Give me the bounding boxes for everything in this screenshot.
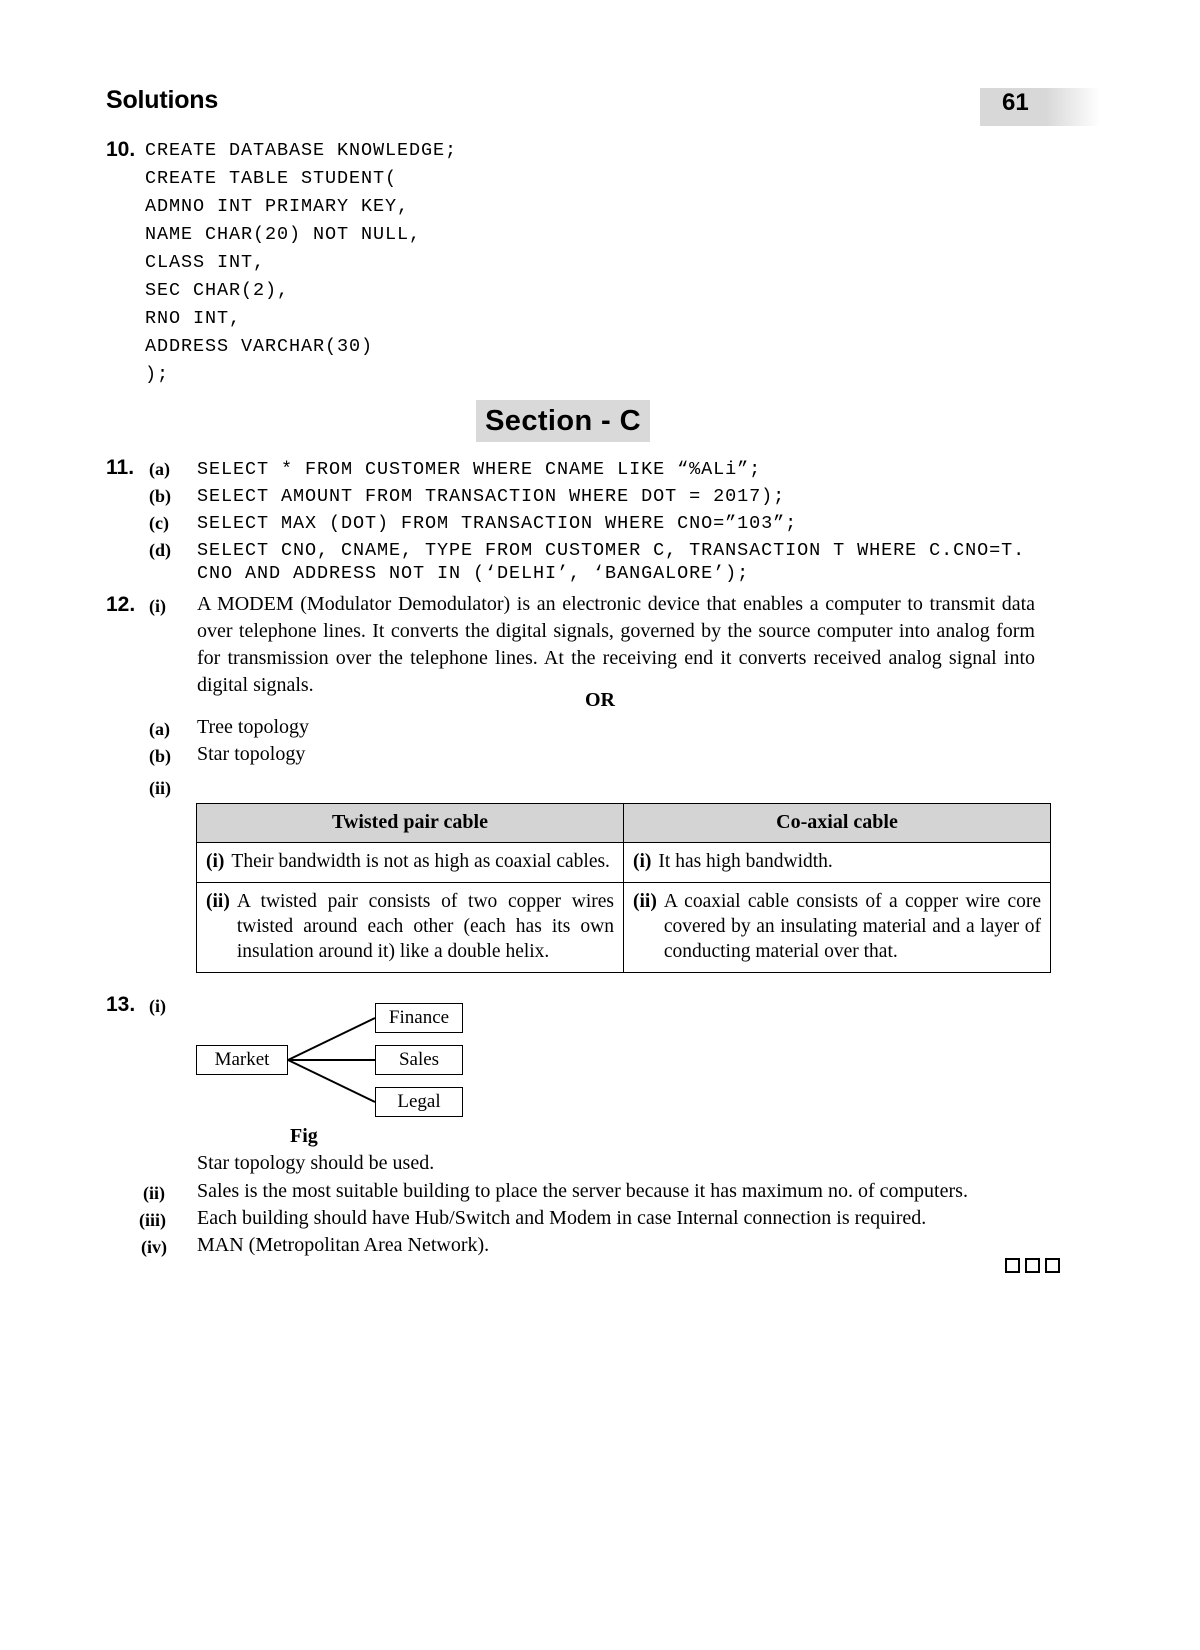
q13-item-iii-label: (iii) — [139, 1210, 166, 1230]
figure-caption: Fig — [290, 1125, 318, 1147]
question-10-number: 10. — [106, 138, 136, 161]
page-number: 61 — [1002, 89, 1029, 116]
diagram-node-finance: Finance — [375, 1003, 463, 1033]
end-square-icon — [1045, 1258, 1060, 1273]
q11-item-a-label: (a) — [149, 459, 170, 479]
q12-part-i-label: (i) — [149, 596, 166, 616]
cell-text: It has high bandwidth. — [658, 851, 833, 872]
diagram-node-sales: Sales — [375, 1045, 463, 1075]
or-separator: OR — [585, 689, 615, 711]
q10-code-line-8: ADDRESS VARCHAR(30) — [145, 336, 374, 357]
cell-text: A coaxial cable consists of a copper wire core covered by an insulating material and a layer of conducting material over that. — [663, 891, 1041, 962]
q10-code-line-7: RNO INT, — [145, 308, 242, 329]
q12-part-i-text: A MODEM (Modulator Demodulator) is an electronic device that enables a computer to transmit data over telephone lines. It converts the digital signals, governed by the source computer into analog form for transmission over the telephone lines. At the receiving end it converts received analog signal into digital signals. — [197, 593, 1035, 696]
q13-item-iv-text: MAN (Metropolitan Area Network). — [197, 1234, 490, 1256]
q10-code-line-3: ADMNO INT PRIMARY KEY, — [145, 196, 410, 217]
section-c-banner — [476, 400, 650, 442]
cell-marker: (ii) — [633, 891, 657, 912]
table-header-row — [197, 804, 1051, 843]
q11-item-d-label: (d) — [149, 540, 171, 560]
question-12-number: 12. — [106, 593, 136, 616]
q12-alt-a-text: Tree topology — [197, 716, 310, 738]
table-cell-twisted-2 — [197, 883, 624, 973]
q13-item-ii-label: (ii) — [143, 1183, 165, 1203]
q13-item-ii-text: Sales is the most suitable building to place the server because it has maximum no. of computers. — [197, 1180, 968, 1202]
diagram-node-legal: Legal — [375, 1087, 463, 1117]
q10-code-line-9: ); — [145, 364, 170, 385]
cable-comparison-table — [196, 803, 1051, 973]
question-11-number: 11. — [106, 456, 135, 479]
network-topology-diagram — [190, 998, 490, 1123]
q11-item-b-code: SELECT AMOUNT FROM TRANSACTION WHERE DOT = 2017); — [197, 486, 786, 507]
q11-item-c-code: SELECT MAX (DOT) FROM TRANSACTION WHERE CNO=”103”; — [197, 513, 798, 534]
q10-code-line-1: CREATE DATABASE KNOWLEDGE; — [145, 140, 458, 161]
page-header — [0, 88, 1200, 128]
q12-alt-b-label: (b) — [149, 746, 171, 766]
end-square-icon — [1025, 1258, 1040, 1273]
q11-item-d-code: SELECT CNO, CNAME, TYPE FROM CUSTOMER C, TRANSACTION T WHERE C.CNO=T. — [197, 540, 1026, 561]
table-header-twisted-pair: Twisted pair cable — [197, 804, 624, 843]
q12-alt-b-text: Star topology — [197, 743, 306, 765]
q10-code-line-2: CREATE TABLE STUDENT( — [145, 168, 398, 189]
end-of-section-marker — [1005, 1258, 1060, 1273]
cell-marker: (i) — [633, 851, 652, 872]
q12-alt-a-label: (a) — [149, 719, 170, 739]
cell-marker: (i) — [206, 851, 225, 872]
q10-code-line-6: SEC CHAR(2), — [145, 280, 290, 301]
table-cell-coaxial-1 — [624, 843, 1051, 883]
q10-code-line-4: NAME CHAR(20) NOT NULL, — [145, 224, 422, 245]
q11-item-a-code: SELECT * FROM CUSTOMER WHERE CNAME LIKE “%ALi”; — [197, 459, 762, 480]
diagram-node-market: Market — [196, 1045, 288, 1075]
cell-marker: (ii) — [206, 891, 230, 912]
cell-text: Their bandwidth is not as high as coaxial cables. — [231, 851, 610, 872]
page-number-background — [980, 88, 1100, 126]
table-header-coaxial: Co-axial cable — [624, 804, 1051, 843]
table-row — [197, 883, 1051, 973]
table-cell-coaxial-2 — [624, 883, 1051, 973]
end-square-icon — [1005, 1258, 1020, 1273]
q10-code-line-5: CLASS INT, — [145, 252, 266, 273]
q12-part-ii-label: (ii) — [149, 778, 171, 798]
q13-item-iii-text: Each building should have Hub/Switch and Modem in case Internal connection is required. — [197, 1207, 927, 1229]
q11-item-c-label: (c) — [149, 513, 169, 533]
q13-item-iv-label: (iv) — [141, 1237, 167, 1257]
question-13-number: 13. — [106, 993, 136, 1016]
cell-text: A twisted pair consists of two copper wires twisted around each other (each has its own insulation around it) like a double helix. — [236, 891, 614, 962]
table-row — [197, 843, 1051, 883]
q13-part-i-text: Star topology should be used. — [197, 1152, 435, 1174]
page-title: Solutions — [106, 86, 219, 114]
table-cell-twisted-1 — [197, 843, 624, 883]
section-c-label: Section - C — [485, 404, 641, 437]
q13-part-i-label: (i) — [149, 996, 166, 1016]
q11-item-d-code-continued: CNO AND ADDRESS NOT IN (‘DELHI’, ‘BANGALORE’); — [197, 563, 750, 584]
q11-item-b-label: (b) — [149, 486, 171, 506]
